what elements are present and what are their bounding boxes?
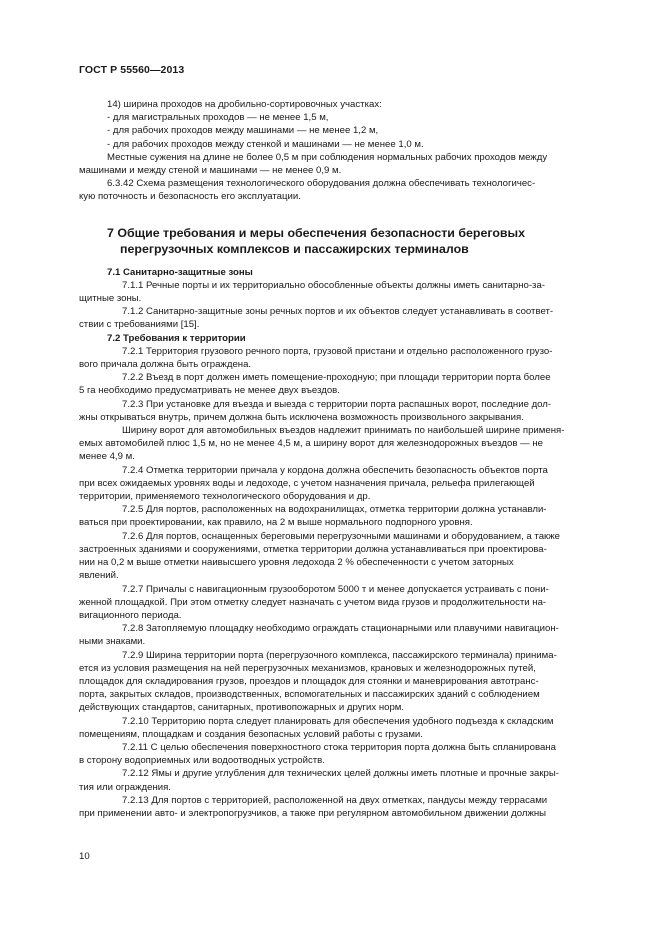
paragraph-line: явлений.	[79, 570, 119, 582]
paragraph-line: ваться при проектировании, как правило, на 2 м выше нормального подпорного уровня.	[79, 517, 473, 529]
page-number: 10	[79, 851, 90, 862]
section-title-line: перегрузочных комплексов и пассажирских терминалов	[120, 241, 469, 256]
paragraph-line: 7.2.6 Для портов, оснащенных береговыми перегрузочными машинами и оборудованием, а также	[122, 530, 560, 542]
paragraph-line: женной площадкой. При этом отметку следует назначать с учетом вида грузов и продолжительности на-	[79, 596, 547, 608]
paragraph-line: 7.2.3 При установке для въезда и выезда с территории порта распашных ворот, последние дол-	[122, 398, 552, 410]
paragraph-line: застроенных зданиями и сооружениями, отметка территории должна устанавливаться при проектирова-	[79, 543, 547, 555]
paragraph-line: в сторону водоприемных или водоотводных устройств.	[79, 755, 325, 767]
paragraph-line: 7.2.11 С целью обеспечения поверхностного стока территория порта должна быть спланирована	[122, 741, 556, 753]
paragraph-line: менее 4,9 м.	[79, 451, 135, 463]
paragraph-line: щитные зоны.	[79, 293, 142, 305]
paragraph-line: 7.2.7 Причалы с навигационным грузооборотом 5000 т и менее допускается устраивать с пони-	[122, 583, 549, 595]
paragraph-line: 7.2.13 Для портов с территорией, расположенной на двух отметках, пандусы между террасами	[122, 794, 548, 806]
paragraph-line: 7.1.2 Санитарно-защитные зоны речных портов и их объектов следует устанавливать в соответ-	[122, 306, 554, 318]
paragraph-line: 7.2.12 Ямы и другие углубления для технических целей должны иметь плотные и прочные закры-	[122, 768, 559, 780]
paragraph-line: вигационного периода.	[79, 609, 182, 621]
paragraph-line: действующих стандартов, санитарных, противопожарных и других норм.	[79, 702, 405, 714]
paragraph-line: 7.2.4 Отметка территории причала у кордона должна обеспечить безопасность объектов порта	[122, 464, 548, 476]
paragraph-line: нии на 0,2 м выше отметки наивысшего уровня ледохода 2 % обеспеченности с учетом заторных	[79, 557, 514, 569]
bullet-item: - для рабочих проходов между машинами — не менее 1,2 м,	[107, 125, 379, 137]
paragraph-line: машинами и между стеной и машинами — не менее 0,9 м.	[79, 165, 342, 177]
subsection-7-1-title: 7.1 Санитарно-защитные зоны	[107, 266, 253, 278]
paragraph-line: 7.2.9 Ширина территории порта (перегрузочного комплекса, пассажирского терминала) принима-	[122, 649, 557, 661]
paragraph-line: ствии с требованиями [15].	[79, 319, 200, 331]
document-header: ГОСТ Р 55560—2013	[79, 64, 185, 76]
paragraph-line: при применении авто- и электропогрузчиков, а также при регулярном автомобильном движении должны	[79, 807, 547, 819]
paragraph-line: 7.1.1 Речные порты и их территориально обособленные объекты должны иметь санитарно-за-	[122, 279, 545, 291]
document-body	[79, 98, 615, 820]
bullet-item: - для рабочих проходов между стенкой и машинами — не менее 1,0 м.	[107, 138, 424, 150]
paragraph-line: 7.2.2 Въезд в порт должен иметь помещение-проходную; при площади территории порта более	[122, 372, 551, 384]
paragraph-line: 7.2.5 Для портов, расположенных на водохранилищах, отметка территории должна устанавли-	[122, 504, 547, 516]
paragraph-line: 7.2.1 Территория грузового речного порта, грузовой пристани и отдельно расположенного грузо-	[122, 345, 553, 357]
paragraph-line: при всех ожидаемых уровнях воды и ледоходе, с учетом назначения причала, рельефа прилегающей	[79, 477, 535, 489]
subsection-7-2-title: 7.2 Требования к территории	[107, 332, 246, 344]
section-title-line: 7 Общие требования и меры обеспечения безопасности береговых	[107, 225, 526, 240]
paragraph-line: жны открываться внутрь, причем должна быть исключена возможность произвольного закрывания.	[79, 411, 524, 423]
paragraph-line: помещениям, площадкам и создания безопасных условий работы с грузами.	[79, 728, 423, 740]
paragraph-line: ется из условия размещения на ней перегрузочных механизмов, крановых и железнодорожных путей,	[79, 662, 536, 674]
paragraph-line: 7.2.8 Затопляемую площадку необходимо ограждать стационарными или плавучими навигацион-	[122, 623, 559, 635]
paragraph-line: порта, закрытых складов, производственных, вспомогательных и пассажирских зданий с соблюдением	[79, 689, 540, 701]
paragraph-line: тия или ограждения.	[79, 781, 171, 793]
section-7-title	[107, 225, 615, 257]
paragraph-line: кую поточность и безопасность его эксплуатации.	[79, 191, 301, 203]
paragraph-line: территории, применяемого технологического оборудования и др.	[79, 491, 371, 503]
list-item-14: 14) ширина проходов на дробильно-сортировочных участках:	[107, 99, 382, 110]
paragraph-line: Местные сужения на длине не более 0,5 м при соблюдения нормальных рабочих проходов между	[107, 151, 548, 163]
paragraph-line: вого причала должна быть ограждена.	[79, 359, 252, 371]
paragraph-line: 7.2.10 Территорию порта следует планировать для обеспечения удобного подъезда к складским	[122, 715, 554, 727]
paragraph-line: 5 га необходимо предусматривать не менее двух въездов.	[79, 385, 340, 397]
paragraph-line: ными знаками.	[79, 636, 146, 648]
paragraph-line: емых автомобилей плюс 1,5 м, но не менее 4,5 м, а ширину ворот для железнодорожных въездов — не	[79, 438, 543, 450]
paragraph-line: 6.3.42 Схема размещения технологического оборудования должна обеспечивать технологичес-	[107, 178, 536, 190]
bullet-item: - для магистральных проходов — не менее 1,5 м,	[107, 112, 329, 124]
paragraph-line: площадок для складирования грузов, проездов и площадок для стоянки и маневрирования автотранс-	[79, 675, 539, 687]
paragraph-line: Ширину ворот для автомобильных въездов надлежит принимать по наибольшей ширине применя-	[122, 425, 565, 437]
